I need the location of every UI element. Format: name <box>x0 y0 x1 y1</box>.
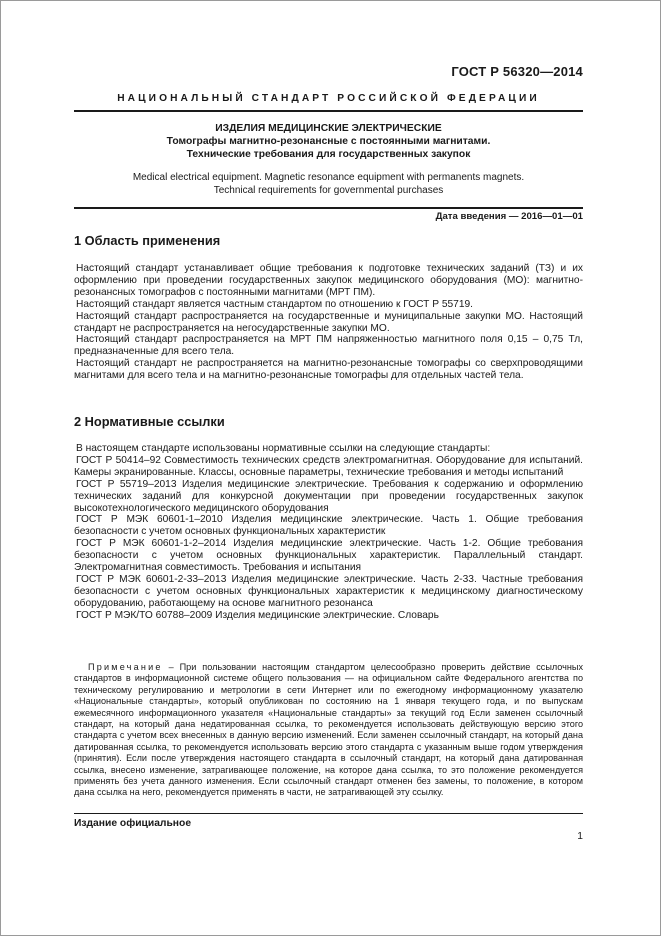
page-number: 1 <box>577 831 583 842</box>
title-block <box>74 122 583 197</box>
note-label: Примечание <box>88 662 163 672</box>
paragraph: Настоящий стандарт не распространяется на магнитно-резонансные томографы со сверхпроводящими магнитами для всего тела и на магнитно-резонансные томографы для отдельных частей тела. <box>74 358 583 382</box>
header-divider <box>74 110 583 112</box>
note-text: – При пользовании настоящим стандартом целесообразно проверить действие ссылочных стандартов в информационной системе общего пользования — на официальном сайте Федерального агентства по техническому регулированию и метрологии в сети Интернет или по ежегодному информационному указателю «Национальные стандарты», который опубликован по состоянию на 1 января текущего года, и по выпускам ежемесячного информационного указателя «Национальные стандарты» за текущий год Если заменен ссылочный стандарт, на который дана недатированная ссылка, то рекомендуется использовать действующую версию этого стандарта с учетом всех внесенных в данную версию изменений. Если заменен ссылочный стандарт, на который дана датированная ссылка, то рекомендуется использовать версию этого стандарта с указанным выше годом утверждения (принятия). Если после утверждения настоящего стандарта в ссылочный стандарт, на который дана датированная ссылка, внесено изменение, затрагивающее положение, на которое дана ссылка, то это положение рекомендуется применять без учета данного изменения. Если ссылочный стандарт отменен без замены, то положение, в котором дана ссылка на него, рекомендуется применять в части, не затрагивающей эту ссылку. <box>74 662 583 798</box>
title-line-2: Томографы магнитно-резонансные с постоянными магнитами. <box>166 136 491 147</box>
section-2-heading: 2 Нормативные ссылки <box>74 414 225 429</box>
section-2-body <box>74 443 583 622</box>
reference-item: ГОСТ Р МЭК 60601-1-2–2014 Изделия медицинские электрические. Часть 1-2. Общие требования безопасности с учетом основных функциональных характеристик. Параллельный стандарт. Электромагнитная совместимость. Требования и испытания <box>74 538 583 574</box>
section-1-body <box>74 263 583 382</box>
reference-item: ГОСТ Р 55719–2013 Изделия медицинские электрические. Требования к содержанию и оформлению технических заданий для конкурсной документации при проведении государственных закупок высокотехнологического медицинского оборудования <box>74 478 583 514</box>
reference-item: ГОСТ Р МЭК/ТО 60788–2009 Изделия медицинские электрические. Словарь <box>76 609 439 621</box>
title-line-1: ИЗДЕЛИЯ МЕДИЦИНСКИЕ ЭЛЕКТРИЧЕСКИЕ <box>215 123 442 134</box>
english-title-line-2: Technical requirements for governmental purchases <box>213 184 444 196</box>
document-id: ГОСТ Р 56320—2014 <box>451 64 583 79</box>
note-block <box>74 662 583 799</box>
footer-divider <box>74 813 583 814</box>
section-1-heading: 1 Область применения <box>74 233 221 248</box>
english-title-line-1: Medical electrical equipment. Magnetic resonance equipment with permanents magnets. <box>132 172 525 183</box>
paragraph: В настоящем стандарте использованы нормативные ссылки на следующие стандарты: <box>76 443 491 454</box>
official-edition-label: Издание официальное <box>74 818 192 829</box>
reference-item: ГОСТ Р МЭК 60601-1–2010 Изделия медицинские электрические. Часть 1. Общие требования безопасности с учетом основных функциональных характеристик <box>74 514 583 538</box>
reference-item: ГОСТ Р МЭК 60601-2-33–2013 Изделия медицинские электрические. Часть 2-33. Частные требования безопасности с учетом основных функциональных характеристик к медицинскому диагностическому оборудованию, работающему на основе магнитного резонанса <box>74 573 583 609</box>
reference-item: ГОСТ Р 50414–92 Совместимость технических средств электромагнитная. Оборудование для испытаний. Камеры экранированные. Классы, основные параметры, технические требования и методы испытаний <box>74 454 583 478</box>
paragraph: Настоящий стандарт распространяется на государственные и муниципальные закупки МО. Настоящий стандарт не распространяется на негосударственные закупки МО. <box>74 310 583 334</box>
paragraph: Настоящий стандарт устанавливает общие требования к подготовке технических заданий (ТЗ) и их оформлению при проведении государственных закупок медицинского оборудования (МО): магнитно-резонансных томографов с постоянными магнитами (МРТ ПМ). <box>74 263 583 298</box>
title-line-3: Технические требования для государственных закупок <box>186 149 471 160</box>
paragraph: Настоящий стандарт является частным стандартом по отношению к ГОСТ Р 55719. <box>76 298 474 310</box>
title-divider <box>74 207 583 209</box>
introduction-date: Дата введения — 2016—01—01 <box>435 211 583 222</box>
english-title <box>74 172 583 197</box>
paragraph: Настоящий стандарт распространяется на МРТ ПМ напряженностью магнитного поля 0,15 – 0,75 Тл, предназначенные для всего тела. <box>74 334 583 358</box>
national-standard-banner: НАЦИОНАЛЬНЫЙ СТАНДАРТ РОССИЙСКОЙ ФЕДЕРАЦИИ <box>117 93 540 104</box>
